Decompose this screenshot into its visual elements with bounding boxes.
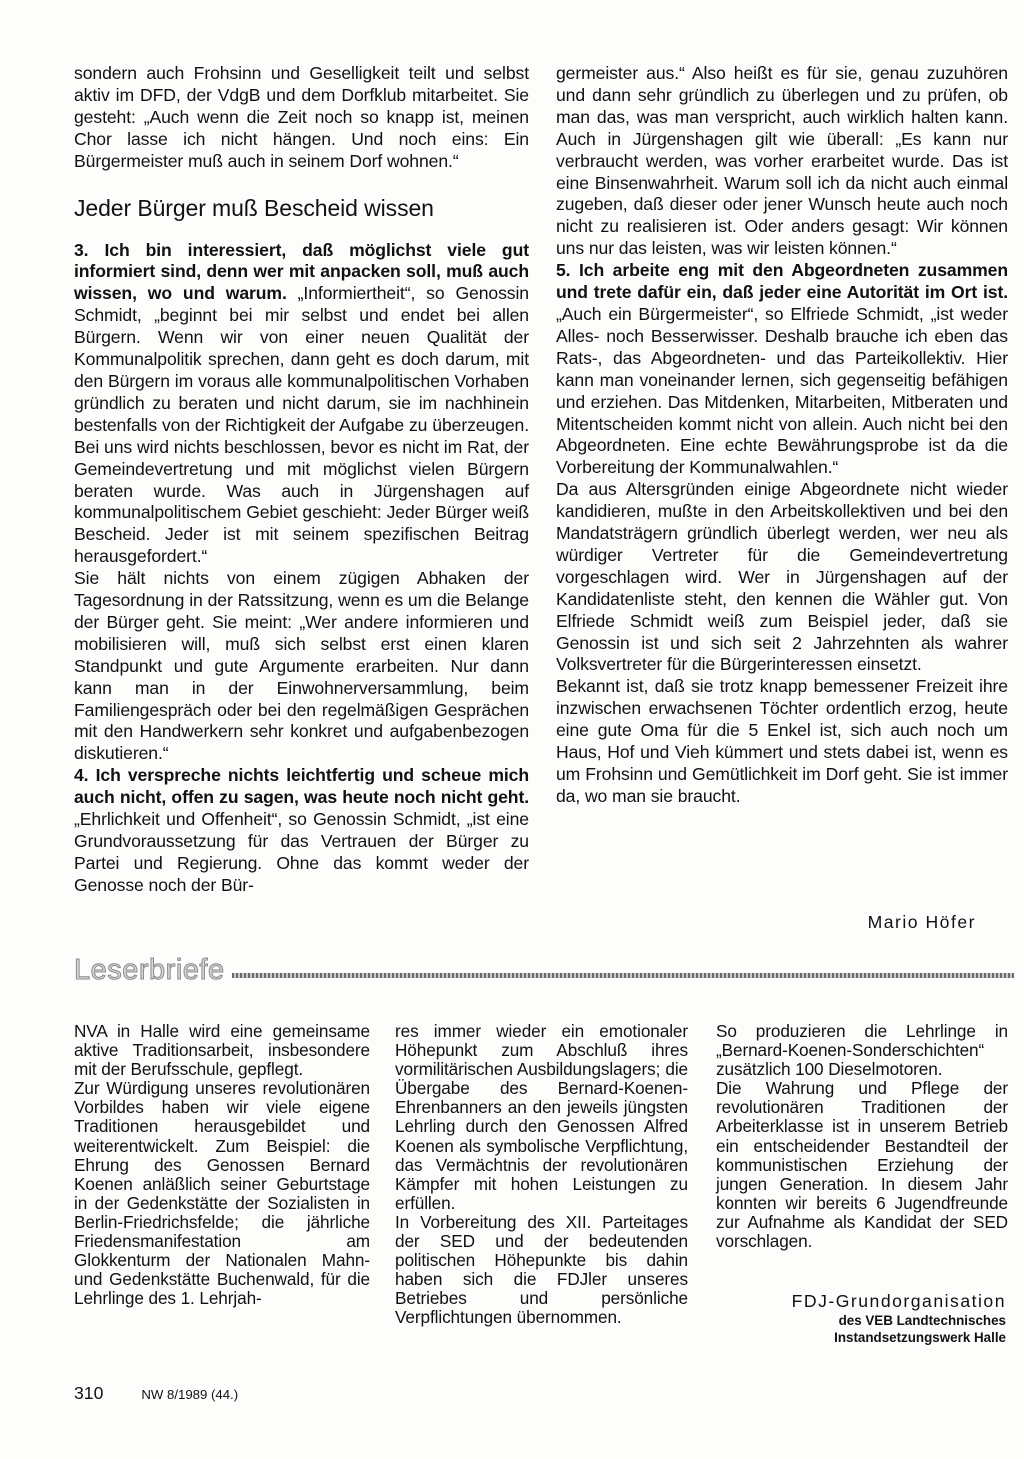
signature-line-2: Instandsetzungswerk Halle: [834, 1330, 1006, 1345]
point-4-text: „Ehrlichkeit und Offenheit“, so Genossin Schmidt, „ist eine Grundvoraussetzung für das Vertrauen der Bürger zu Partei und Regierung. Ohne das kommt weder der Genosse noch der Bür-: [74, 809, 529, 895]
point-5-lead: 5. Ich arbeite eng mit den Abgeordneten zusammen und trete dafür ein, daß jeder eine Autorität im Ort ist.: [556, 260, 1008, 303]
issue-reference: NW 8/1989 (44.): [141, 1387, 239, 1402]
section-header: [74, 950, 1014, 990]
point-3-lead: 3. Ich bin interessiert, daß möglichst viele gut informiert sind, denn wer mit anpacken soll, muß auch wissen, wo und warum.: [74, 239, 529, 304]
page-number: 310: [74, 1383, 104, 1403]
article-column-1: [74, 63, 529, 897]
letter-column-2: [395, 1022, 688, 1328]
signature-line-1: des VEB Landtechnisches: [838, 1313, 1006, 1328]
letter-paragraph: So produzieren die Lehrlinge in „Bernard-Koenen-Sonderschichten“ zusätzlich 100 Dieselmotoren.: [716, 1021, 1008, 1080]
page-footer: [74, 1383, 238, 1404]
letter-paragraph: In Vorbereitung des XII. Parteitages der SED und der bedeutenden politischen Höhepunkte bis dahin haben sich die FDJler unseres Betriebes und persönliche Verpflichtungen übernommen.: [395, 1211, 688, 1328]
point-4-lead: 4. Ich verspreche nichts leichtfertig und scheue mich auch nicht, offen zu sagen, was heute noch nicht geht.: [74, 765, 529, 808]
article-paragraph: germeister aus.“ Also heißt es für sie, genau zuzuhören und dann sehr gründlich zu überlegen und zu prüfen, ob man das, was man verspricht, auch wirklich halten kann. Auch in Jürgenshagen gilt wie überall: „Es kann nur verbraucht werden, was vorher erarbeitet wurde. Das ist eine Binsenwahrheit. Warum soll ich da nicht auch einmal zugeben, daß dieser oder jener Wunsch heute auch noch nicht zu realisieren ist. Oder anders gesagt: Wir können uns nur das leisten, was wir leisten können.“: [556, 63, 1008, 259]
letter-column-3: [716, 1022, 1008, 1251]
section-rule: [232, 973, 1014, 978]
article-paragraph-point-4: [74, 765, 529, 896]
letter-paragraph: Zur Würdigung unseres revolutionären Vorbildes haben wir viele eigene Traditionen herausgebildet und weiterentwickelt. Zum Beispiel: die Ehrung des Genossen Bernard Koenen anläßlich seiner Geburtstage in der Gedenkstätte der Sozialisten in Berlin-Friedrichsfelde; die jährliche Friedensmanifestation am Glokkenturm der Nationalen Mahn- und Gedenkstätte Buchenwald, für die Lehrlinge des 1. Lehrjah-: [74, 1078, 370, 1309]
point-5-text: „Auch ein Bürgermeister“, so Elfriede Schmidt, „ist weder Alles- noch Besserwisser. Deshalb brauche ich eben das Rats-, das Abgeordneten- und das Parteikollektiv. Hier kann man voneinander lernen, sich gegenseitig befähigen und erziehen. Das Mitdenken, Mitarbeiten, Mitberaten und Mitentscheiden kommt nicht von allein. Auch nicht bei den Abgeordneten. Eine echte Bewährungsprobe ist da die Vorbereitung der Kommunalwahlen.“: [556, 303, 1008, 478]
letter-paragraph: Die Wahrung und Pflege der revolutionären Traditionen der Arbeiterklasse ist in unserem Betrieb ein entscheidender Bestandteil der kommunistischen Erziehung der jungen Generation. In diesem Jahr konnten wir bereits 6 Jugendfreunde zur Aufnahme als Kandidat der SED vorschlagen.: [716, 1078, 1008, 1252]
article-subheading: Jeder Bürger muß Bescheid wissen: [74, 194, 434, 221]
letter-paragraph: res immer wieder ein emotionaler Höhepunkt zum Abschluß ihres vormilitärischen Ausbildungslagers; die Übergabe des Bernard-Koenen-Ehrenbanners an den jeweils jüngsten Lehrling durch den Genossen Alfred Koenen als symbolische Verpflichtung, das Vermächtnis der revolutionären Kämpfer mit hohen Leistungen zu erfüllen.: [395, 1021, 688, 1213]
article-paragraph-point-3: [74, 240, 529, 569]
signature-organisation: FDJ-Grundorganisation: [791, 1291, 1006, 1311]
article-paragraph: sondern auch Frohsinn und Geselligkeit teilt und selbst aktiv im DFD, der VdgB und dem Dorfklub mitarbeitet. Sie gesteht: „Auch wenn die Zeit noch so knapp ist, meinen Chor lasse ich nicht hängen. Und noch eins: Ein Bürgermeister muß auch in seinem Dorf wohnen.“: [74, 63, 529, 171]
article-paragraph: Bekannt ist, daß sie trotz knapp bemessener Freizeit ihre inzwischen erwachsenen Töchter ordentlich erzog, heute eine gute Oma für die 5 Enkel ist, sich auch noch um Haus, Hof und Vieh kümmert und stets dabei ist, wenn es um Frohsinn und Gemütlichkeit im Dorf geht. Sie ist immer da, wo man sie braucht.: [556, 676, 1008, 806]
letter-paragraph: NVA in Halle wird eine gemeinsame aktive Traditionsarbeit, insbesondere mit der Berufsschule, gepflegt.: [74, 1021, 370, 1080]
article-paragraph: Da aus Altersgründen einige Abgeordnete nicht wieder kandidieren, mußte in den Arbeitskollektiven und bei den Mandatsträgern gründlich überlegt werden, wer neu als würdiger Vertreter für die Gemeindevertretung vorgeschlagen wird. Wer in Jürgenshagen auf der Kandidatenliste steht, den kennen die Wähler gut. Von Elfriede Schmidt weiß zum Beispiel jeder, daß sie Genossin ist und sich seit 2 Jahrzehnten als wahrer Volksvertreter für die Bürgerinteressen einsetzt.: [556, 479, 1008, 675]
article-author: Mario Höfer: [867, 912, 976, 932]
article-paragraph-point-5: [556, 260, 1008, 479]
section-label: Leserbriefe: [74, 954, 225, 986]
article-paragraph: Sie hält nichts von einem zügigen Abhaken der Tagesordnung in der Ratssitzung, wenn es um die Belange der Bürger geht. Sie meint: „Wer andere informieren und mobilisieren will, muß sich selbst erst einen klaren Standpunkt und gute Argumente erarbeiten. Nur dann kann man in der Einwohnerversammlung, beim Familiengespräch oder bei den regelmäßigen Gesprächen mit den Handwerkern sehr konkret und aufgabenbezogen diskutieren.“: [74, 568, 529, 764]
point-3-text: „Informiertheit“, so Genossin Schmidt, „beginnt bei mir selbst und endet bei allen Bürgern. Wenn wir von einer neuen Qualität der Kommunalpolitik sprechen, dann geht es doch darum, mit den Bürgern im voraus alle kommunalpolitischen Vorhaben gründlich zu beraten und nicht darum, sie im nachhinein bestenfalls von der Richtigkeit der Aufgabe zu überzeugen. Bei uns wird nichts beschlossen, bevor es nicht im Rat, der Gemeindevertretung und mit möglichst vielen Bürgern beraten wurde. Was auch in Jürgenshagen auf kommunalpolitischem Gebiet geschieht: Jeder Bürger weiß Bescheid. Jeder ist mit seinem spezifischen Beitrag herausgefordert.“: [74, 283, 529, 567]
letter-column-1: [74, 1022, 370, 1308]
article-column-2: [556, 63, 1008, 808]
letter-signature: [744, 1290, 1006, 1346]
